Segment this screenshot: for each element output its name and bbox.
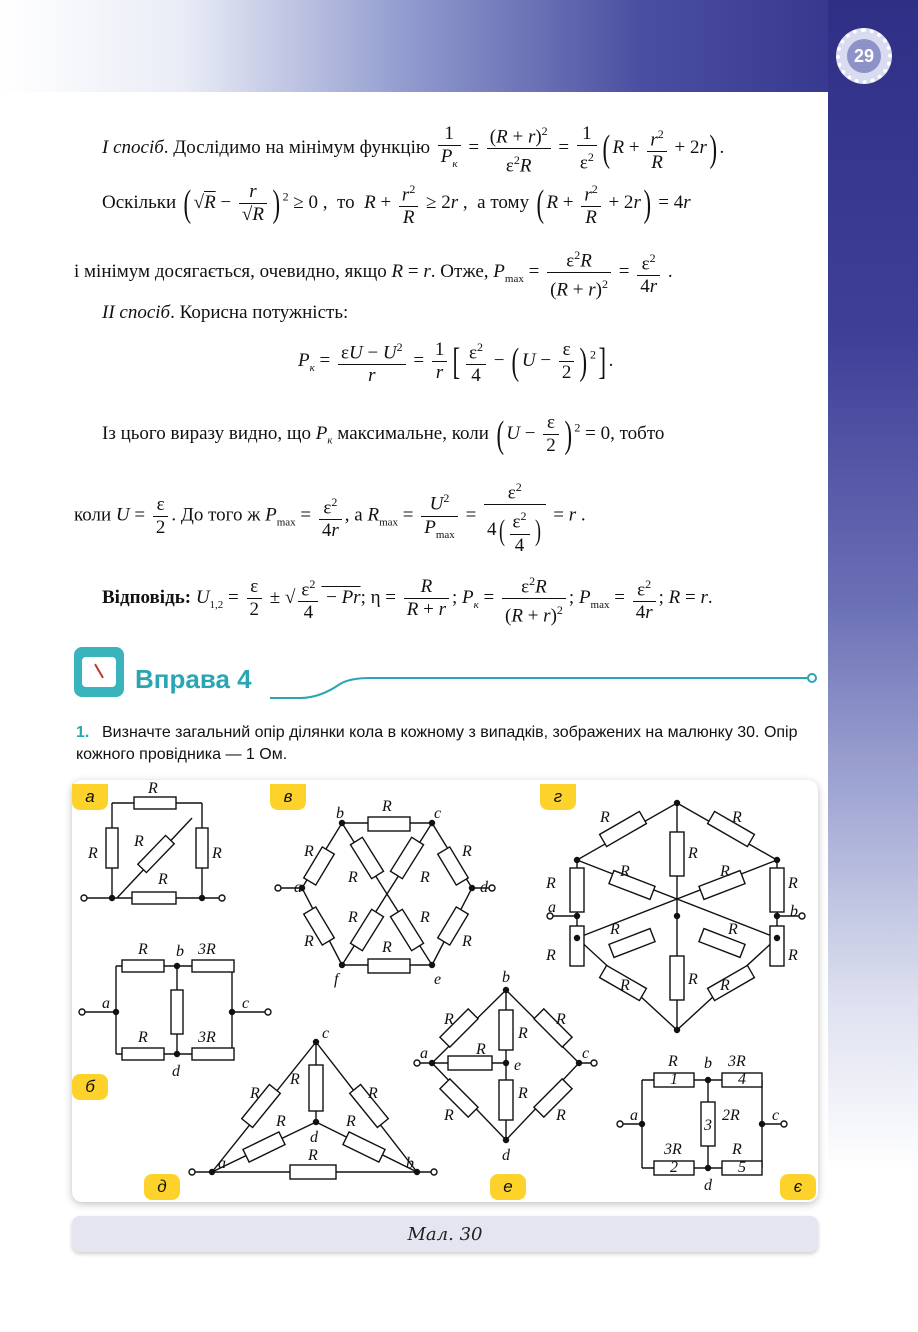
svg-text:3R: 3R	[198, 941, 216, 958]
panel-label-b: б	[72, 1074, 108, 1100]
answer-line: Відповідь: $U_{1,2}$ = $\frac{\varepsilon}{2}$ ± √ $\frac{\varepsilon^2}{4}$ − Pr; η = $\frac{R}{R + r}$ ; $P_к$ = $\frac{\varepsilon^2R}{(R + r)^2}$ ; $P_{max}$ = $\frac{\varepsilon^2}{4r}$ ; R = r.	[102, 570, 713, 628]
since-line: Оскільки ( √R − $\frac{r}{√R}$ ) $^2$ ≥ 0 , то R + $\frac{r^2}{R}$ ≥ 2r , а тому ( R + $\frac{r^2}{R}$ + 2r) = 4r	[102, 178, 691, 229]
svg-text:R: R	[462, 843, 472, 860]
page-number-badge	[836, 28, 892, 84]
svg-text:R: R	[348, 909, 358, 926]
panel-label-d: д	[144, 1174, 180, 1200]
svg-text:R: R	[556, 1011, 566, 1028]
svg-text:4: 4	[738, 1071, 746, 1088]
svg-text:R: R	[308, 1147, 318, 1164]
svg-text:R: R	[556, 1107, 566, 1124]
svg-text:R: R	[600, 809, 610, 826]
svg-text:c: c	[582, 1045, 590, 1062]
svg-text:R: R	[250, 1085, 260, 1102]
method2-text: . Корисна потужність:	[170, 302, 349, 323]
method2-line	[102, 300, 348, 326]
and-word: , а	[344, 504, 363, 526]
answer-label: Відповідь:	[102, 587, 192, 609]
svg-text:a: a	[102, 995, 110, 1012]
minimum-text: і мінімум досягається, очевидно, якщо	[74, 261, 387, 283]
svg-text:c: c	[434, 805, 442, 822]
svg-text:R: R	[420, 909, 430, 926]
from-expression-line: Із цього виразу видно, що $P_к$ максимальне, коли ( U − $\frac{\varepsilon}{2}$ ) $^2$ = 0, тобто	[102, 412, 665, 456]
svg-text:R: R	[346, 1113, 356, 1130]
svg-text:a: a	[630, 1107, 638, 1124]
svg-text:R: R	[668, 1053, 678, 1070]
svg-text:f: f	[334, 971, 339, 988]
svg-text:a: a	[420, 1045, 428, 1062]
svg-text:b: b	[406, 1155, 414, 1172]
svg-text:c: c	[242, 995, 250, 1012]
svg-text:R: R	[732, 809, 742, 826]
svg-text:R: R	[138, 1029, 148, 1046]
svg-text:R: R	[138, 941, 148, 958]
svg-text:R: R	[382, 939, 392, 956]
svg-text:R: R	[732, 1141, 742, 1158]
when-line: коли U = $\frac{\varepsilon}{2}$ . До того ж $P_{max}$ = $\frac{\varepsilon^2}{4r}$ , а $R_{max}$ = $\frac{U^2}{P_{max}}$ = $\varepsilon^2$ 4( $\frac{\varepsilon^2}{4}$ ) = r .	[74, 476, 586, 557]
svg-text:R: R	[518, 1085, 528, 1102]
svg-text:e: e	[434, 971, 442, 988]
svg-text:R: R	[134, 833, 144, 850]
besides-word: . До того ж	[171, 504, 261, 526]
svg-text:R: R	[304, 933, 314, 950]
svg-text:d: d	[480, 879, 488, 896]
from-expr-text: Із цього виразу видно, що	[102, 422, 312, 444]
svg-text:b: b	[336, 805, 344, 822]
when-word: коли	[74, 504, 112, 526]
svg-text:R: R	[788, 875, 798, 892]
then-word: то	[337, 192, 355, 214]
svg-text:R: R	[546, 875, 556, 892]
svg-text:R: R	[620, 977, 630, 994]
svg-text:R: R	[728, 921, 738, 938]
circuit-diagrams	[72, 780, 818, 1202]
svg-text:R: R	[788, 947, 798, 964]
circuit-ye	[617, 1053, 787, 1194]
task-1	[76, 722, 821, 766]
that-is: , тобто	[610, 422, 665, 444]
svg-text:R: R	[462, 933, 472, 950]
svg-text:3R: 3R	[664, 1141, 682, 1158]
svg-text:R: R	[720, 977, 730, 994]
svg-text:R: R	[546, 947, 556, 964]
svg-text:R: R	[688, 845, 698, 862]
svg-text:R: R	[476, 1041, 486, 1058]
circuit-g	[545, 801, 805, 1033]
pk-formula: $P_к$ = $\frac{\varepsilon U - U^2}{r}$ = $\frac{1}{r}$ [ $\frac{\varepsilon^2}{4}$ − ( U − $\frac{\varepsilon}{2}$ ) $^2$] .	[298, 336, 613, 387]
svg-text:R: R	[158, 871, 168, 888]
panel-label-v: в	[270, 784, 306, 810]
svg-text:R: R	[420, 869, 430, 886]
page-number: 29	[847, 39, 881, 73]
panel-label-a: а	[72, 784, 108, 810]
svg-text:R: R	[88, 845, 98, 862]
svg-text:R: R	[304, 843, 314, 860]
svg-text:a: a	[218, 1155, 226, 1172]
figure-caption: Мал. 30	[72, 1216, 818, 1252]
task-number: 1.	[76, 724, 90, 741]
svg-text:2R: 2R	[722, 1107, 740, 1124]
svg-text:c: c	[322, 1025, 330, 1042]
svg-text:b: b	[790, 903, 798, 920]
circuit-e	[414, 969, 597, 1164]
exercise-title: Вправа 4	[135, 664, 252, 694]
svg-text:3R: 3R	[198, 1029, 216, 1046]
since-word: Оскільки	[102, 192, 177, 214]
minimum-line: і мінімум досягається, очевидно, якщо R = r. Отже, $P_{max}$ = $\frac{\varepsilon^2R}{(R + r)^2}$ = $\frac{\varepsilon^2}{4r}$ .	[74, 244, 673, 302]
task-text: Визначте загальний опір ділянки кола в кожному з випадків, зображених на малюнку 30. Опір кожного провідника — 1 Ом.	[76, 724, 798, 763]
svg-text:R: R	[444, 1011, 454, 1028]
svg-text:R: R	[518, 1025, 528, 1042]
exercise-title-underline	[270, 670, 818, 700]
svg-text:b: b	[704, 1055, 712, 1072]
svg-text:b: b	[176, 943, 184, 960]
circuit-b	[79, 941, 271, 1080]
svg-text:d: d	[310, 1129, 318, 1146]
r-label: R	[148, 780, 158, 797]
svg-text:R: R	[348, 869, 358, 886]
svg-text:R: R	[212, 845, 222, 862]
panel-label-ye: є	[780, 1174, 816, 1200]
method2-label: II спосіб	[102, 302, 171, 323]
max-when: максимальне, коли	[337, 422, 489, 444]
therefore-word: а тому	[477, 192, 530, 214]
svg-text:R: R	[444, 1107, 454, 1124]
svg-text:R: R	[368, 1085, 378, 1102]
svg-text:e: e	[514, 1057, 522, 1074]
svg-text:R: R	[688, 971, 698, 988]
svg-text:a: a	[294, 879, 302, 896]
panel-label-g: г	[540, 784, 576, 810]
svg-text:R: R	[382, 798, 392, 815]
svg-text:R: R	[720, 863, 730, 880]
hence-word: Отже,	[440, 261, 489, 283]
svg-text:c: c	[772, 1107, 780, 1124]
header-background	[0, 0, 918, 95]
svg-text:R: R	[276, 1113, 286, 1130]
svg-text:2: 2	[670, 1159, 678, 1176]
circuit-v	[275, 798, 495, 988]
method1-line: I спосіб. Дослідимо на мінімум функцію $\frac{1}{P_к}$ = $\frac{(R + r)^2}{\varepsilon^2R}$ = $\frac{1}{\varepsilon^2}$ ( R + $\frac{r^2}{R}$ + 2r) .	[102, 120, 724, 178]
svg-text:d: d	[704, 1177, 712, 1194]
panel-label-e: е	[490, 1174, 526, 1200]
svg-text:3: 3	[704, 1117, 712, 1134]
svg-text:R: R	[290, 1071, 300, 1088]
svg-text:d: d	[502, 1147, 510, 1164]
svg-text:R: R	[620, 863, 630, 880]
method1-text: . Дослідимо на мінімум функцію	[163, 137, 431, 159]
svg-text:1: 1	[670, 1071, 678, 1088]
svg-text:R: R	[610, 921, 620, 938]
svg-text:b: b	[502, 969, 510, 986]
svg-text:a: a	[548, 899, 556, 916]
svg-text:3R: 3R	[728, 1053, 746, 1070]
svg-text:d: d	[172, 1063, 180, 1080]
method1-label: I спосіб	[102, 137, 164, 159]
exercise-gauge-icon	[74, 647, 124, 697]
svg-text:5: 5	[738, 1159, 746, 1176]
side-background	[828, 0, 918, 1332]
